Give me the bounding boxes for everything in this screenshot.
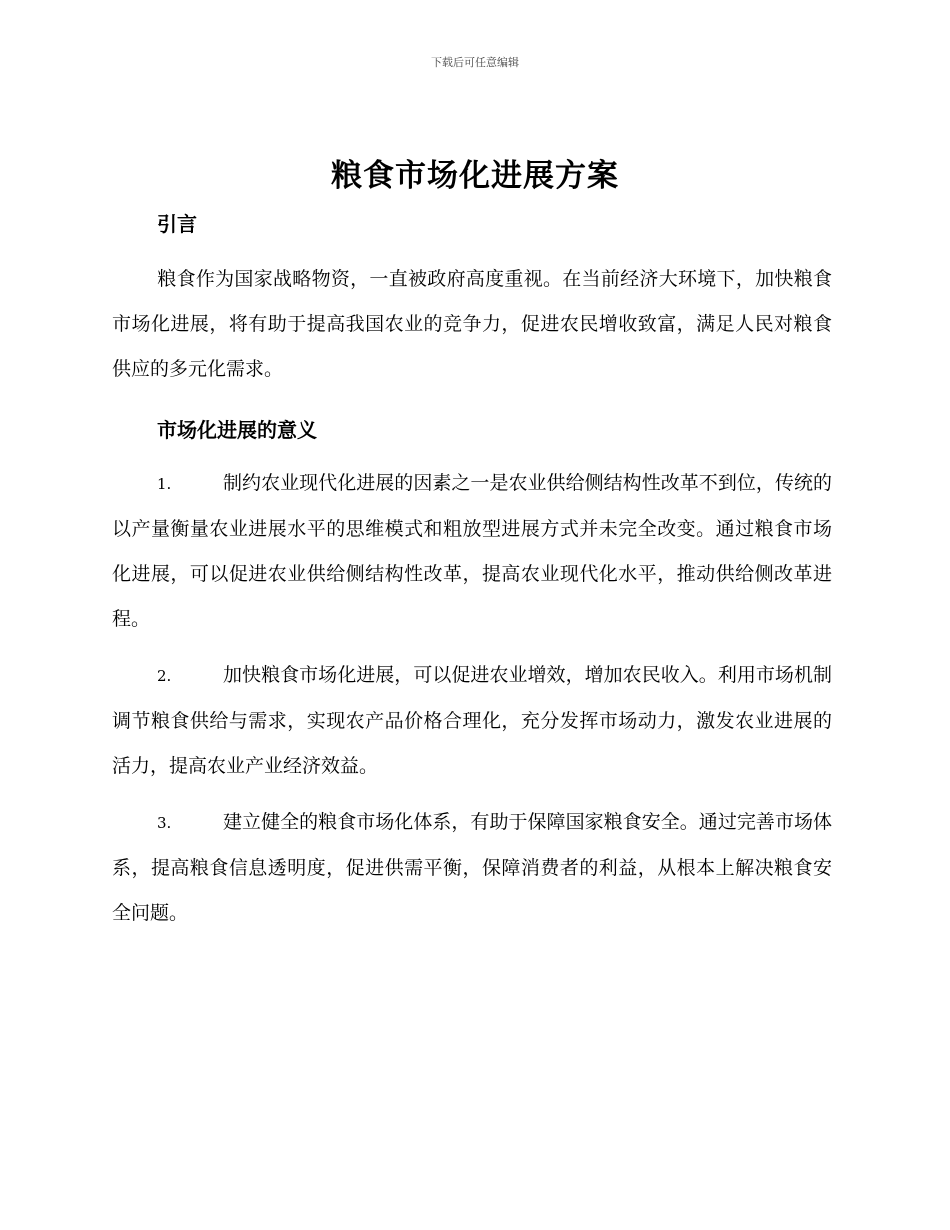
document-title: 粮食市场化进展方案 (331, 158, 619, 194)
section-heading-significance: 市场化进展的意义 (157, 418, 317, 442)
list-item-text: 建立健全的粮食市场化体系，有助于保障国家粮食安全。通过完善市场体系，提高粮食信息透明度，促进供需平衡，保障消费者的利益，从根本上解决粮食安全问题。 (112, 811, 832, 924)
list-item-2 (112, 653, 832, 789)
intro-paragraph (112, 257, 832, 392)
list-item-text: 加快粮食市场化进展，可以促进农业增效，增加农民收入。利用市场机制调节粮食供给与需求，实现农产品价格合理化，充分发挥市场动力，激发农业进展的活力，提高农业产业经济效益。 (112, 664, 832, 777)
list-item-text: 制约农业现代化进展的因素之一是农业供给侧结构性改革不到位，传统的以产量衡量农业进展水平的思维模式和粗放型进展方式并未完全改变。通过粮食市场化进展，可以促进农业供给侧结构性改革，提高农业现代化水平，推动供给侧改革进程。 (112, 472, 832, 630)
list-item-3 (112, 800, 832, 936)
list-item-number: 1. (157, 475, 172, 493)
intro-paragraph-text: 粮食作为国家战略物资，一直被政府高度重视。在当前经济大环境下，加快粮食市场化进展，将有助于提高我国农业的竞争力，促进农民增收致富，满足人民对粮食供应的多元化需求。 (112, 268, 832, 380)
list-item-number: 2. (157, 667, 172, 685)
page-header-note: 下载后可任意编辑 (431, 56, 519, 69)
list-item-number: 3. (157, 814, 172, 832)
section-heading-intro: 引言 (157, 212, 197, 236)
list-item-1 (112, 461, 832, 642)
